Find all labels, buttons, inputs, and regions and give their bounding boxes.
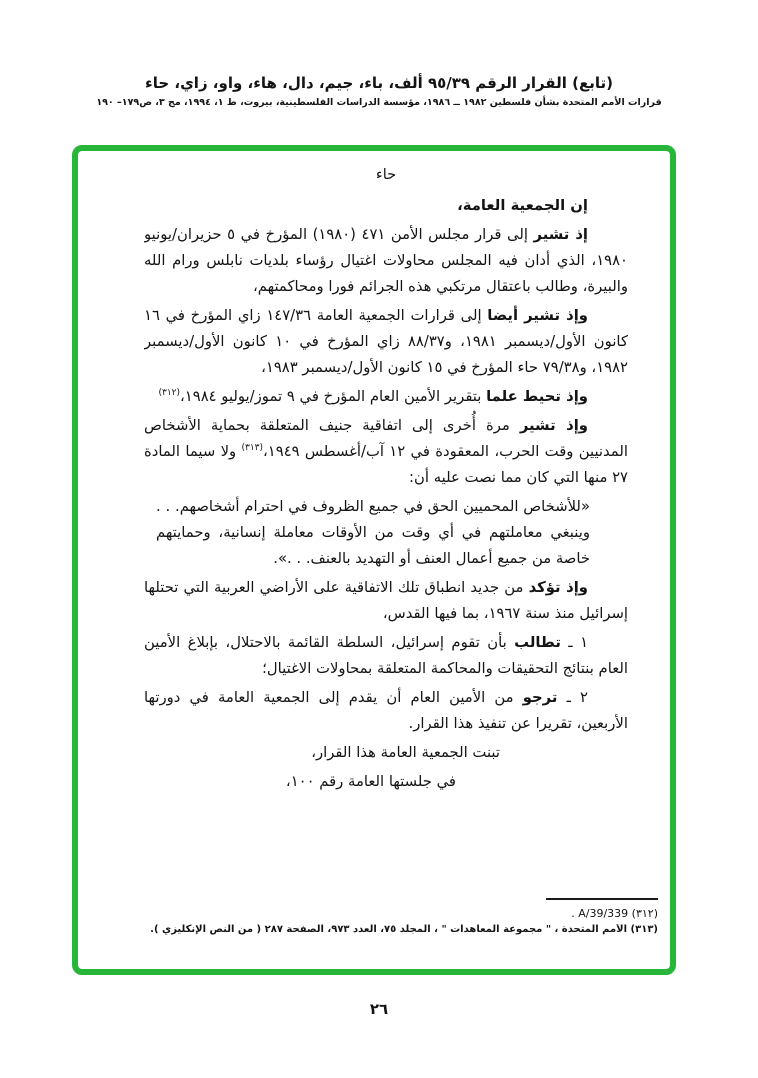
paragraph: وإذ تشير أيضا إلى قرارات الجمعية العامة ١٤٧/٣٦ زاي المؤرخ في ١٦ كانون الأول/ديسمبر ١٩٨١، و٨٨/٣٧ زاي المؤرخ في ١٠ كانون الأول/ديسمبر ١٩٨٢، و٧٩/٣٨ حاء المؤرخ في ١٥ كانون الأول/ديسمبر ١٩٨٣، [144,307,628,376]
footnote-separator [546,898,658,900]
paragraph: إذ تشير إلى قرار مجلس الأمن ٤٧١ (١٩٨٠) المؤرخ في ٥ حزيران/يونيو ١٩٨٠، الذي أدان فيه المجلس محاولات اغتيال رؤساء بلديات نابلس ورام الله والبيرة، وطالب باعتقال مرتكبي هذه الجرائم فورا ومحاكمتهم، [144,226,628,295]
document-title: (تابع) القرار الرقم ٩٥/٣٩ ألف، باء، جيم، دال، هاء، واو، زاي، حاء [145,74,613,92]
paragraph: وإذ تشير مرة أُخرى إلى اتفاقية جنيف المتعلقة بحماية الأشخاص المدنيين وقت الحرب، المعقودة في ١٢ آب/أغسطس ١٩٤٩،$^{(٣١٣)}$ ولا سيما المادة ٢٧ منها التي كان مما نصت عليه أن: [144,417,628,486]
footnote: (٣١٣) الأمم المتحدة ، " مجموعة المعاهدات " ، المجلد ٧٥، العدد ٩٧٣، الصفحة ٢٨٧ ( من النص الإنكليزي ). [150,924,658,935]
footnote-ref: (٣١٢) [158,388,181,399]
paragraph: ٢ ـ ترجو من الأمين العام أن يقدم إلى الجمعية العامة في دورتها الأربعين، تقريرا عن تنفيذ هذا القرار. [144,689,628,732]
paragraph: إن الجمعية العامة، [457,197,588,214]
footnote: (٣١٢) A/39/339 . [571,907,658,920]
resolution-frame [72,145,676,975]
paragraph: وإذ تؤكد من جديد انطباق تلك الاتفاقية على الأراضي العربية التي تحتلها إسرائيل منذ سنة ١٩٦٧، بما فيها القدس، [144,579,628,622]
section-heading: حاء [375,167,397,183]
footnote-ref: (٣١٣) [241,443,264,454]
paragraph: «للأشخاص المحميين الحق في جميع الظروف في احترام أشخاصهم. . . وينبغي معاملتهم في أي وقت من الأوقات معاملة إنسانية، وحمايتهم خاصة من جميع أعمال العنف أو التهديد بالعنف. . .». [156,498,590,567]
paragraph: وإذ تحيط علما بتقرير الأمين العام المؤرخ في ٩ تموز/يوليو ١٩٨٤،$^{(٣١٢)}$ [158,388,588,405]
page-header [0,74,758,108]
paragraph: ١ ـ تطالب بأن تقوم إسرائيل، السلطة القائمة بالاحتلال، بإبلاغ الأمين العام بنتائج التحقيقات والمحاكمة المتعلقة بمحاولات الاغتيال؛ [144,634,628,677]
footnotes [104,898,658,935]
paragraph: في جلستها العامة رقم ١٠٠، [285,773,456,790]
paragraph: تبنت الجمعية العامة هذا القرار، [311,744,500,761]
footnote-list [104,907,658,935]
resolution-body [144,193,628,795]
resolution-content [144,165,628,859]
page-number: ٢٦ [369,1000,389,1018]
document-source-line: قرارات الأمم المتحدة بشأن فلسطين ١٩٨٢ ــ ١٩٨٦، مؤسسة الدراسات الفلسطينية، بيروت، ط ١، ١٩٩٤، مج ٣، ص١٧٩– ١٩٠ [96,97,662,108]
